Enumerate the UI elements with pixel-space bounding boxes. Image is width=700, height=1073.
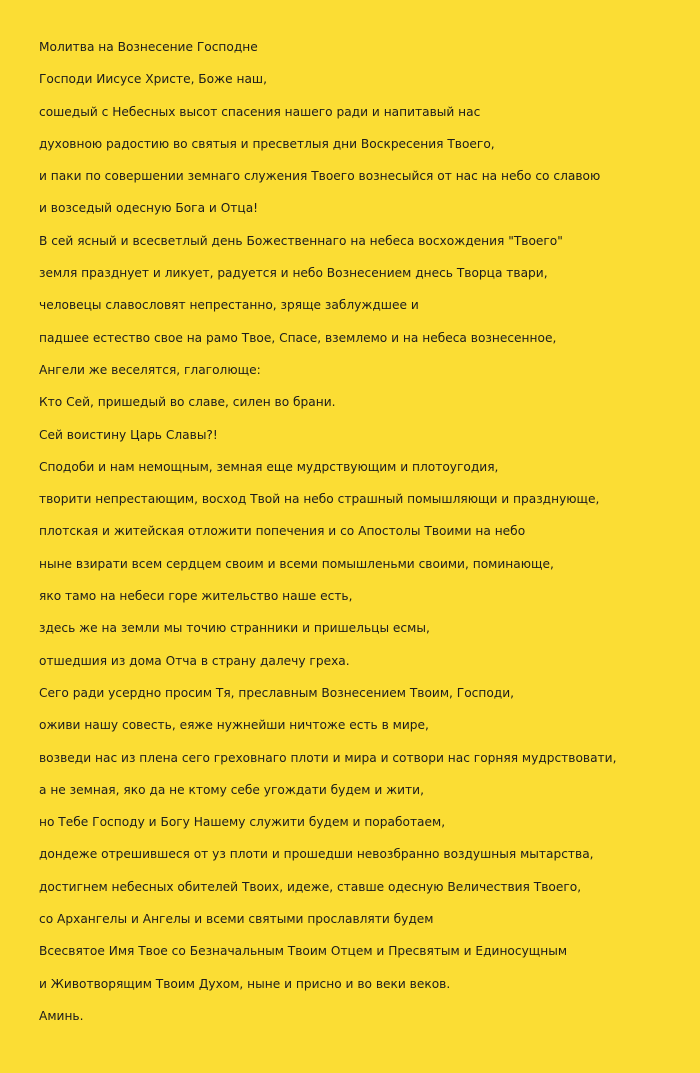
prayer-line: падшее естество свое на рамо Твое, Спасе, вземлемо и на небеса вознесенное,	[39, 330, 557, 345]
prayer-line: Сей воистину Царь Славы?!	[39, 427, 218, 442]
prayer-line: но Тебе Господу и Богу Нашему служити будем и поработаем,	[39, 815, 446, 830]
prayer-line: и возседый одесную Бога и Отца!	[39, 201, 259, 216]
prayer-line: Всесвятое Имя Твое со Безначальным Твоим Отцем и Пресвятым и Единосущным	[39, 944, 568, 959]
prayer-line: здесь же на земли мы точию странники и пришельцы есмы,	[39, 621, 430, 636]
prayer-amen: Аминь.	[39, 1008, 84, 1023]
prayer-line: оживи нашу совесть, еяже нужнейши ничтоже есть в мире,	[39, 718, 429, 733]
prayer-line: человецы славословят непрестанно, зряще заблуждшее и	[39, 298, 419, 313]
prayer-text	[39, 38, 694, 1039]
prayer-line: со Архангелы и Ангелы и всеми святыми прославляти будем	[39, 912, 434, 927]
prayer-line: а не земная, яко да не ктому себе угождати будем и жити,	[39, 782, 424, 797]
prayer-line: земля празднует и ликует, радуется и небо Вознесением днесь Творца твари,	[39, 266, 548, 281]
prayer-line: Господи Иисусе Христе, Боже наш,	[39, 72, 267, 87]
prayer-line: Кто Сей, пришедый во славе, силен во брани.	[39, 395, 336, 410]
prayer-line: и паки по совершении земнаго служения Твоего вознесыйся от нас на небо со славою	[39, 169, 601, 184]
prayer-title: Молитва на Вознесение Господне	[39, 40, 258, 54]
prayer-line: возведи нас из плена сего греховнаго плоти и мира и сотвори нас горняя мудрствовати,	[39, 750, 617, 765]
prayer-line: духовною радостию во святыя и пресветлыя дни Воскресения Твоего,	[39, 136, 495, 151]
prayer-line: достигнем небесных обителей Твоих, идеже, ставше одесную Величествия Твоего,	[39, 879, 582, 894]
prayer-line: дондеже отрешившеся от уз плоти и прошедши невозбранно воздушныя мытарства,	[39, 847, 594, 862]
prayer-line: творити непрестающим, восход Твой на небо страшный помышляющи и празднующе,	[39, 492, 600, 507]
prayer-line: В сей ясный и всесветлый день Божественнаго на небеса восхождения "Твоего"	[39, 233, 563, 248]
prayer-line: отшедшия из дома Отча в страну далечу греха.	[39, 653, 350, 668]
prayer-line: плотская и житейская отложити попечения и со Апостолы Твоими на небо	[39, 524, 526, 539]
prayer-line: Сего ради усердно просим Тя, преславным Вознесением Твоим, Господи,	[39, 685, 515, 700]
prayer-line: и Животворящим Твоим Духом, ныне и присно и во веки веков.	[39, 976, 451, 991]
prayer-line: сошедый с Небесных высот спасения нашего ради и напитавый нас	[39, 104, 481, 119]
prayer-line: яко тамо на небеси горе жительство наше есть,	[39, 589, 353, 604]
prayer-line: Ангели же веселятся, глаголюще:	[39, 362, 261, 377]
prayer-line: ныне взирати всем сердцем своим и всеми помышленьми своими, поминающе,	[39, 556, 554, 571]
prayer-line: Сподоби и нам немощным, земная еще мудрствующим и плотоугодия,	[39, 459, 499, 474]
